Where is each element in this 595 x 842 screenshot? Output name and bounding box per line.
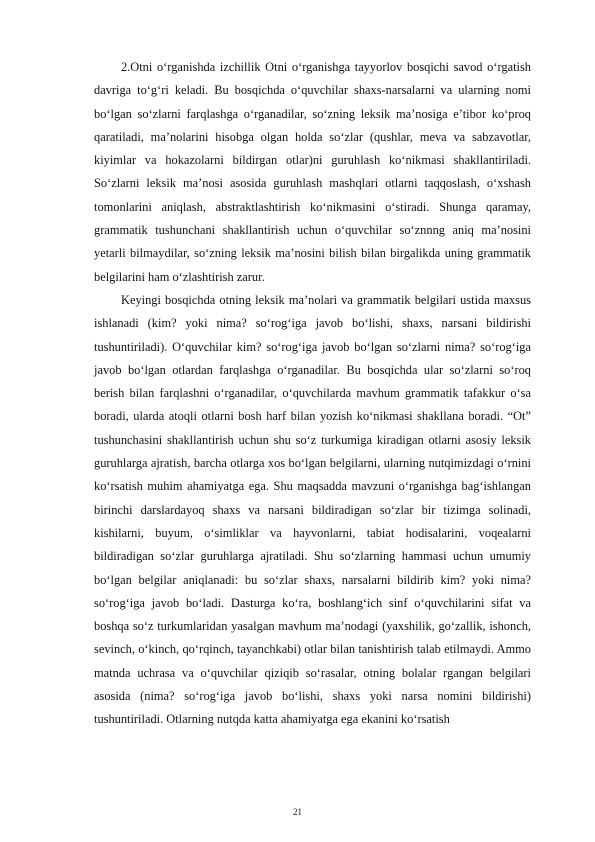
body-text: [94, 56, 531, 732]
page-number: 21: [293, 807, 302, 817]
paragraph-next-stage: Keyingi bosqichda otning leksik ma’nolari va grammatik belgilari ustida maxsus ishlanadi (kim? yoki nima? so‘rog‘iga javob bo‘lishi, shaxs, narsani bildirishi tushuntiriladi). O‘quvchilar kim? so‘rog‘iga javob bo‘lgan so‘zlarni nima? so‘rog‘iga javob bo‘lgan otlardan farqlashga o‘rganadilar. Bu bosqichda ular so‘zlarni so‘roq berish bilan farqlashni o‘rganadilar, o‘quvchilarda mavhum grammatik tafakkur o‘sa boradi, ularda atoqli otlarni bosh harf bilan yozish ko‘nikmasi shakllana boradi. “Ot” tushunchasini shakllantirish uchun shu so‘z turkumiga kiradigan otlarni asosiy leksik guruhlarga ajratish, barcha otlarga xos bo‘lgan belgilarni, ularning nutqimizdagi o‘rnini ko‘rsatish muhim ahamiyatga ega. Shu maqsadda mavzuni o‘rganishga bag‘ishlangan birinchi darslardayoq shaxs va narsani bildiradigan so‘zlar bir tizimga solinadi, kishilarni, buyum, o‘simliklar va hayvonlarni, tabiat hodisalarini, voqealarni bildiradigan so‘zlar guruhlarga ajratiladi. Shu so‘zlarning hammasi uchun umumiy bo‘lgan belgilar aniqlanadi: bu so‘zlar shaxs, narsalarni bildirib kim? yoki nima? so‘rog‘iga javob bo‘ladi. Dasturga ko‘ra, boshlang‘ich sinf o‘quvchilarini sifat va boshqa so‘z turkumlaridan yasalgan mavhum ma’nodagi (yaxshilik, go‘zallik, ishonch, sevinch, o‘kinch, qo‘rqinch, tayanchkabi) otlar bilan tanishtirish talab etilmaydi. Ammo matnda uchrasa va o‘quvchilar qiziqib so‘rasalar, otning bolalar rgangan belgilari asosida (nima? so‘rog‘iga javob bo‘lishi, shaxs yoki narsa nomini bildirishi) tushuntiriladi. Otlarning nutqda katta ahamiyatga ega ekanini ko‘rsatish: [94, 292, 531, 727]
paragraph-noun-learning-sequence: 2.Otni o‘rganishda izchillik Otni o‘rganishga tayyorlov bosqichi savod o‘rgatish davriga to‘g‘ri keladi. Bu bosqichda o‘quvchilar shaxs-narsalarni va ularning nomi bo‘lgan so‘zlarni farqlashga o‘rganadilar, so‘zning leksik ma’nosiga e’tibor ko‘proq qaratiladi, ma’nolarini hisobga olgan holda so‘zlar (qushlar, meva va sabzavotlar, kiyimlar va hokazolarni bildirgan otlar)ni guruhlash ko‘nikmasi shakllantiriladi. So‘zlarni leksik ma’nosi asosida guruhlash mashqlari otlarni taqqoslash, o‘xshash tomonlarini aniqlash, abstraktlashtirish ko‘nikmasini o‘stiradi. Shunga qaramay, grammatik tushunchani shakllantirish uchun o‘quvchilar so‘znnng aniq ma’nosini yetarli bilmaydilar, so‘zning leksik ma’nosini bilish bilan birgalikda uning grammatik belgilarini ham o‘zlashtirish zarur.: [94, 60, 531, 284]
